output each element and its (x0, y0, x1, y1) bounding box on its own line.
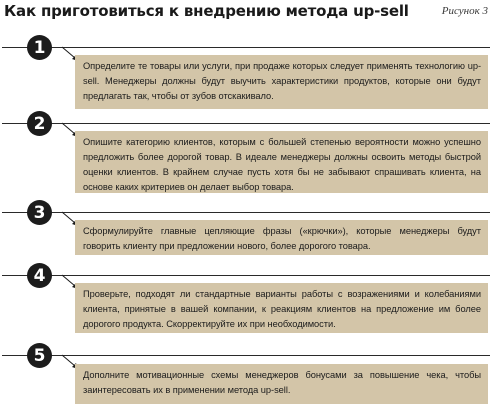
step-text-box: Дополните мотивационные схемы менеджеров бонусами за повышение чека, чтобы заинтересовать их в применении метода up-sell. (75, 364, 488, 404)
step-number-badge: 3 (27, 200, 52, 225)
step-number-badge: 1 (27, 35, 52, 60)
step-text-box: Определите те товары или услуги, при продаже которых следует применять технологию up-sell. Менеджеры должны будут выучить характеристики продуктов, которые они будут предлагать так, чтобы от зубов отскакивало. (75, 55, 488, 109)
step-text-box: Сформулируйте главные цепляющие фразы («крючки»), которые менеджеры будут говорить клиенту при предложении нового, более дорогого товара. (75, 220, 488, 255)
figure-label: Рисунок 3 (441, 5, 488, 17)
step-number-badge: 4 (27, 263, 52, 288)
page-title: Как приготовиться к внедрению метода up-sell (4, 2, 409, 20)
step-text-box: Опишите категорию клиентов, которым с большей степенью вероятности можно успешно предложить более дорогой товар. В идеале менеджеры должны освоить методы быстрой оценки клиентов. В крайнем случае пусть хотя бы не забывают спрашивать клиента, на основе каких критериев он делает выбор товара. (75, 131, 488, 193)
step-number-badge: 2 (27, 111, 52, 136)
step-text-box: Проверьте, подходят ли стандартные варианты работы с возражениями и колебаниями клиента, принятые в вашей компании, к реакциям клиентов на предложение им более дорогого продукта. Скорректируйте их при необходимости. (75, 283, 488, 333)
step-number-badge: 5 (27, 343, 52, 368)
